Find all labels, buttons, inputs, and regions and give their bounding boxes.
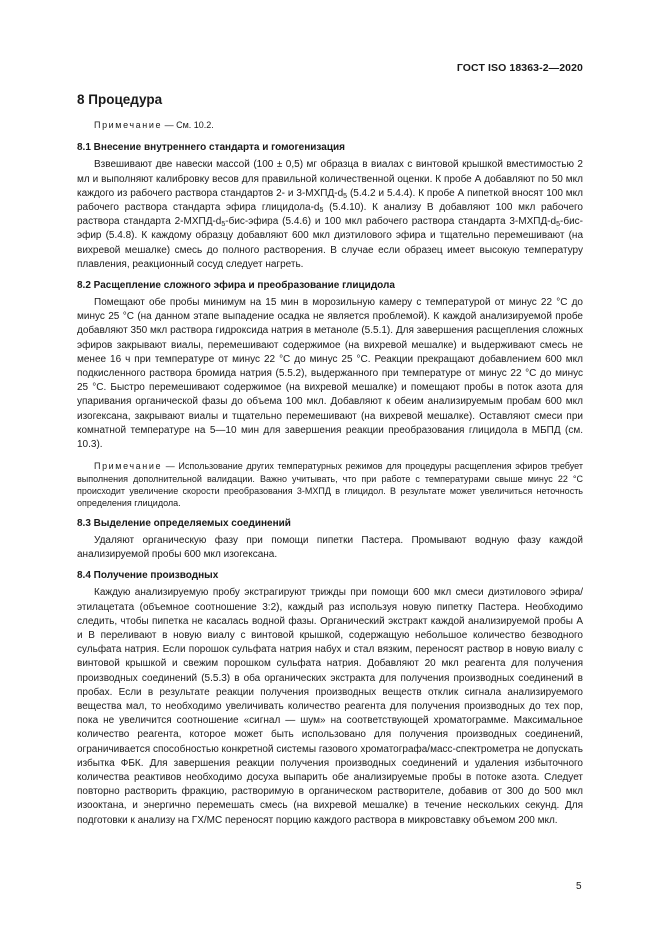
subsection-8-2-paragraph: Помещают обе пробы минимум на 15 мин в морозильную камеру с температурой от минус 22 °С до минус 25 °С (на данном этапе выпадение осадка не является проблемой). К каждой анализируемой пробе добавляют 350 мкл раствора гидроксида натрия в метаноле (5.5.1). Для завершения расщепления сложных эфиров закрывают виалы, перемешивают содержимое (на вихревой мешалке) и выдерживают смесь не менее 16 ч при температуре от минус 22 °С до минус 25 °С. Реакции прекращают добавлением 600 мкл подкисленного раствора бромида натрия (5.5.2), выдержанного при температуре от минус 22 °С до минус 25 °С. Быстро перемешивают содержимое (на вихревой мешалке) и помещают пробы в поток азота для упаривания органической фазы до объема 100 мкл. Добавляют к обеим анализируемым пробам 600 мкл изогексана, закрывают виалы и тщательно перемешивают (на вихревой мешалке). Оставляют смеси при комнатной температуре на 5—10 мин для завершения реакции преобразования глицидола в МБПД (см. 10.3). — [77, 297, 583, 451]
page-content — [77, 92, 583, 836]
text-run: (5.4.10). К анализу В добавляют 100 мкл рабочего раствора стандарта 2-МХПД-d — [77, 202, 583, 228]
page-number: 5 — [576, 881, 582, 892]
note-text: — Использование других температурных режимов для процедуры расщепления эфиров требует выполнения дополнительной валидации. Важно учитывать, что при работе с температурами свыше минус 22 °С происходит увеличение скорости преобразования 3-МХПД в глицидол. В результате может увеличиться неточность определения глицидола. — [77, 461, 583, 509]
text-run: Взвешивают две навески массой (100 ± 0,5) мг образца в виалах с винтовой крышкой вместимостью 2 мл и выполняют калибровку весов для правильной количественной оценки. К пробе А добавляют по 50 мкл каждого из рабочего раствора стандартов 2- и 3-МХПД-d — [77, 159, 583, 199]
section-note — [77, 119, 583, 131]
note-label: Примечание — [94, 461, 163, 472]
subsection-8-3-paragraph: Удаляют органическую фазу при помощи пипетки Пастера. Промывают водную фазу каждой анализируемой пробы 600 мкл изогексана. — [77, 534, 583, 561]
subsection-8-1-title: 8.1 Внесение внутреннего стандарта и гомогенизация — [77, 142, 345, 154]
subsection-8-2-title: 8.2 Расщепление сложного эфира и преобразование глицидола — [77, 280, 395, 292]
note-text: — См. 10.2. — [162, 120, 214, 130]
subscript: 5 — [556, 221, 561, 229]
subsection-8-1-paragraph — [77, 158, 583, 272]
text-run: -бис-эфир (5.4.8). К каждому образцу добавляют 600 мкл диэтилового эфира и тщательно перемешивают (на вихревой мешалке) смесь до полного растворения. В случае если образец имеет высокую температуру плавления, реакционный сосуд следует нагреть. — [77, 216, 583, 270]
subscript: 5 — [343, 192, 348, 200]
subsection-8-4-paragraph: Каждую анализируемую пробу экстрагируют трижды при помощи 600 мкл смеси диэтилового эфира/этилацетата (объемное соотношение 3:2), каждый раз используя новую пипетку Пастера. Необходимо следить, чтобы пипетка не касалась водной фазы. Органический экстракт каждой анализируемой пробы А и В переливают в новую виалу с винтовой крышкой, содержащую небольшое количество безводного сульфата натрия. Если порошок сульфата натрия набух и стал вязким, переносят раствор в новую виалу с винтовой крышкой и свежим порошком сульфата натрия. Добавляют 20 мкл реагента для получения производных соединений (5.5.3) в оба органических экстракта для получения производных соединений в пробах. Если в результате реакции получения производных веществ отклик сигнала анализируемого вещества мал, то необходимо увеличивать количество реагента для получения производных до тех пор, пока не увеличится соотношение «сигнал — шум» на соответствующей хроматограмме. Максимальное количество реагента, которое может быть использовано для получения производных соединений, ограничивается способностью конкретной системы газового хроматографа/масс-спектрометра не допускать избытка ФБК. Для завершения реакции получения производных соединений и удаления избыточного количества реактивов необходимо досуха выпарить обе анализируемые пробы в потоке азота. Следует повторно растворить фракцию, растворимую в органическом растворителе, добавив от 300 до 500 мкл изооктана, и энергично перемешать смесь (на вихревой мешалке) в течение нескольких секунд. Для подготовки к анализу на ГХ/МС переносят порцию каждого раствора в микровставку объемом 200 мкл. — [77, 587, 583, 826]
note-label: Примечание — [94, 120, 163, 130]
text-run: (5.4.2 и 5.4.4). К пробе А пипеткой вносят 100 мкл рабочего раствора стандарта эфира глицидола-d — [77, 187, 583, 214]
section-title: 8 Процедура — [77, 92, 163, 107]
subsection-8-3-title: 8.3 Выделение определяемых соединений — [77, 517, 291, 529]
subscript: 5 — [319, 207, 324, 215]
text-run: -бис-эфира (5.4.6) и 100 мкл рабочего раствора стандарта 3-МХПД-d — [225, 216, 557, 228]
subscript: 5 — [221, 221, 226, 229]
subsection-8-4-title: 8.4 Получение производных — [77, 570, 219, 582]
doc-number-header: ГОСТ ISO 18363-2—2020 — [456, 62, 583, 74]
subsection-8-2-note — [77, 460, 583, 510]
